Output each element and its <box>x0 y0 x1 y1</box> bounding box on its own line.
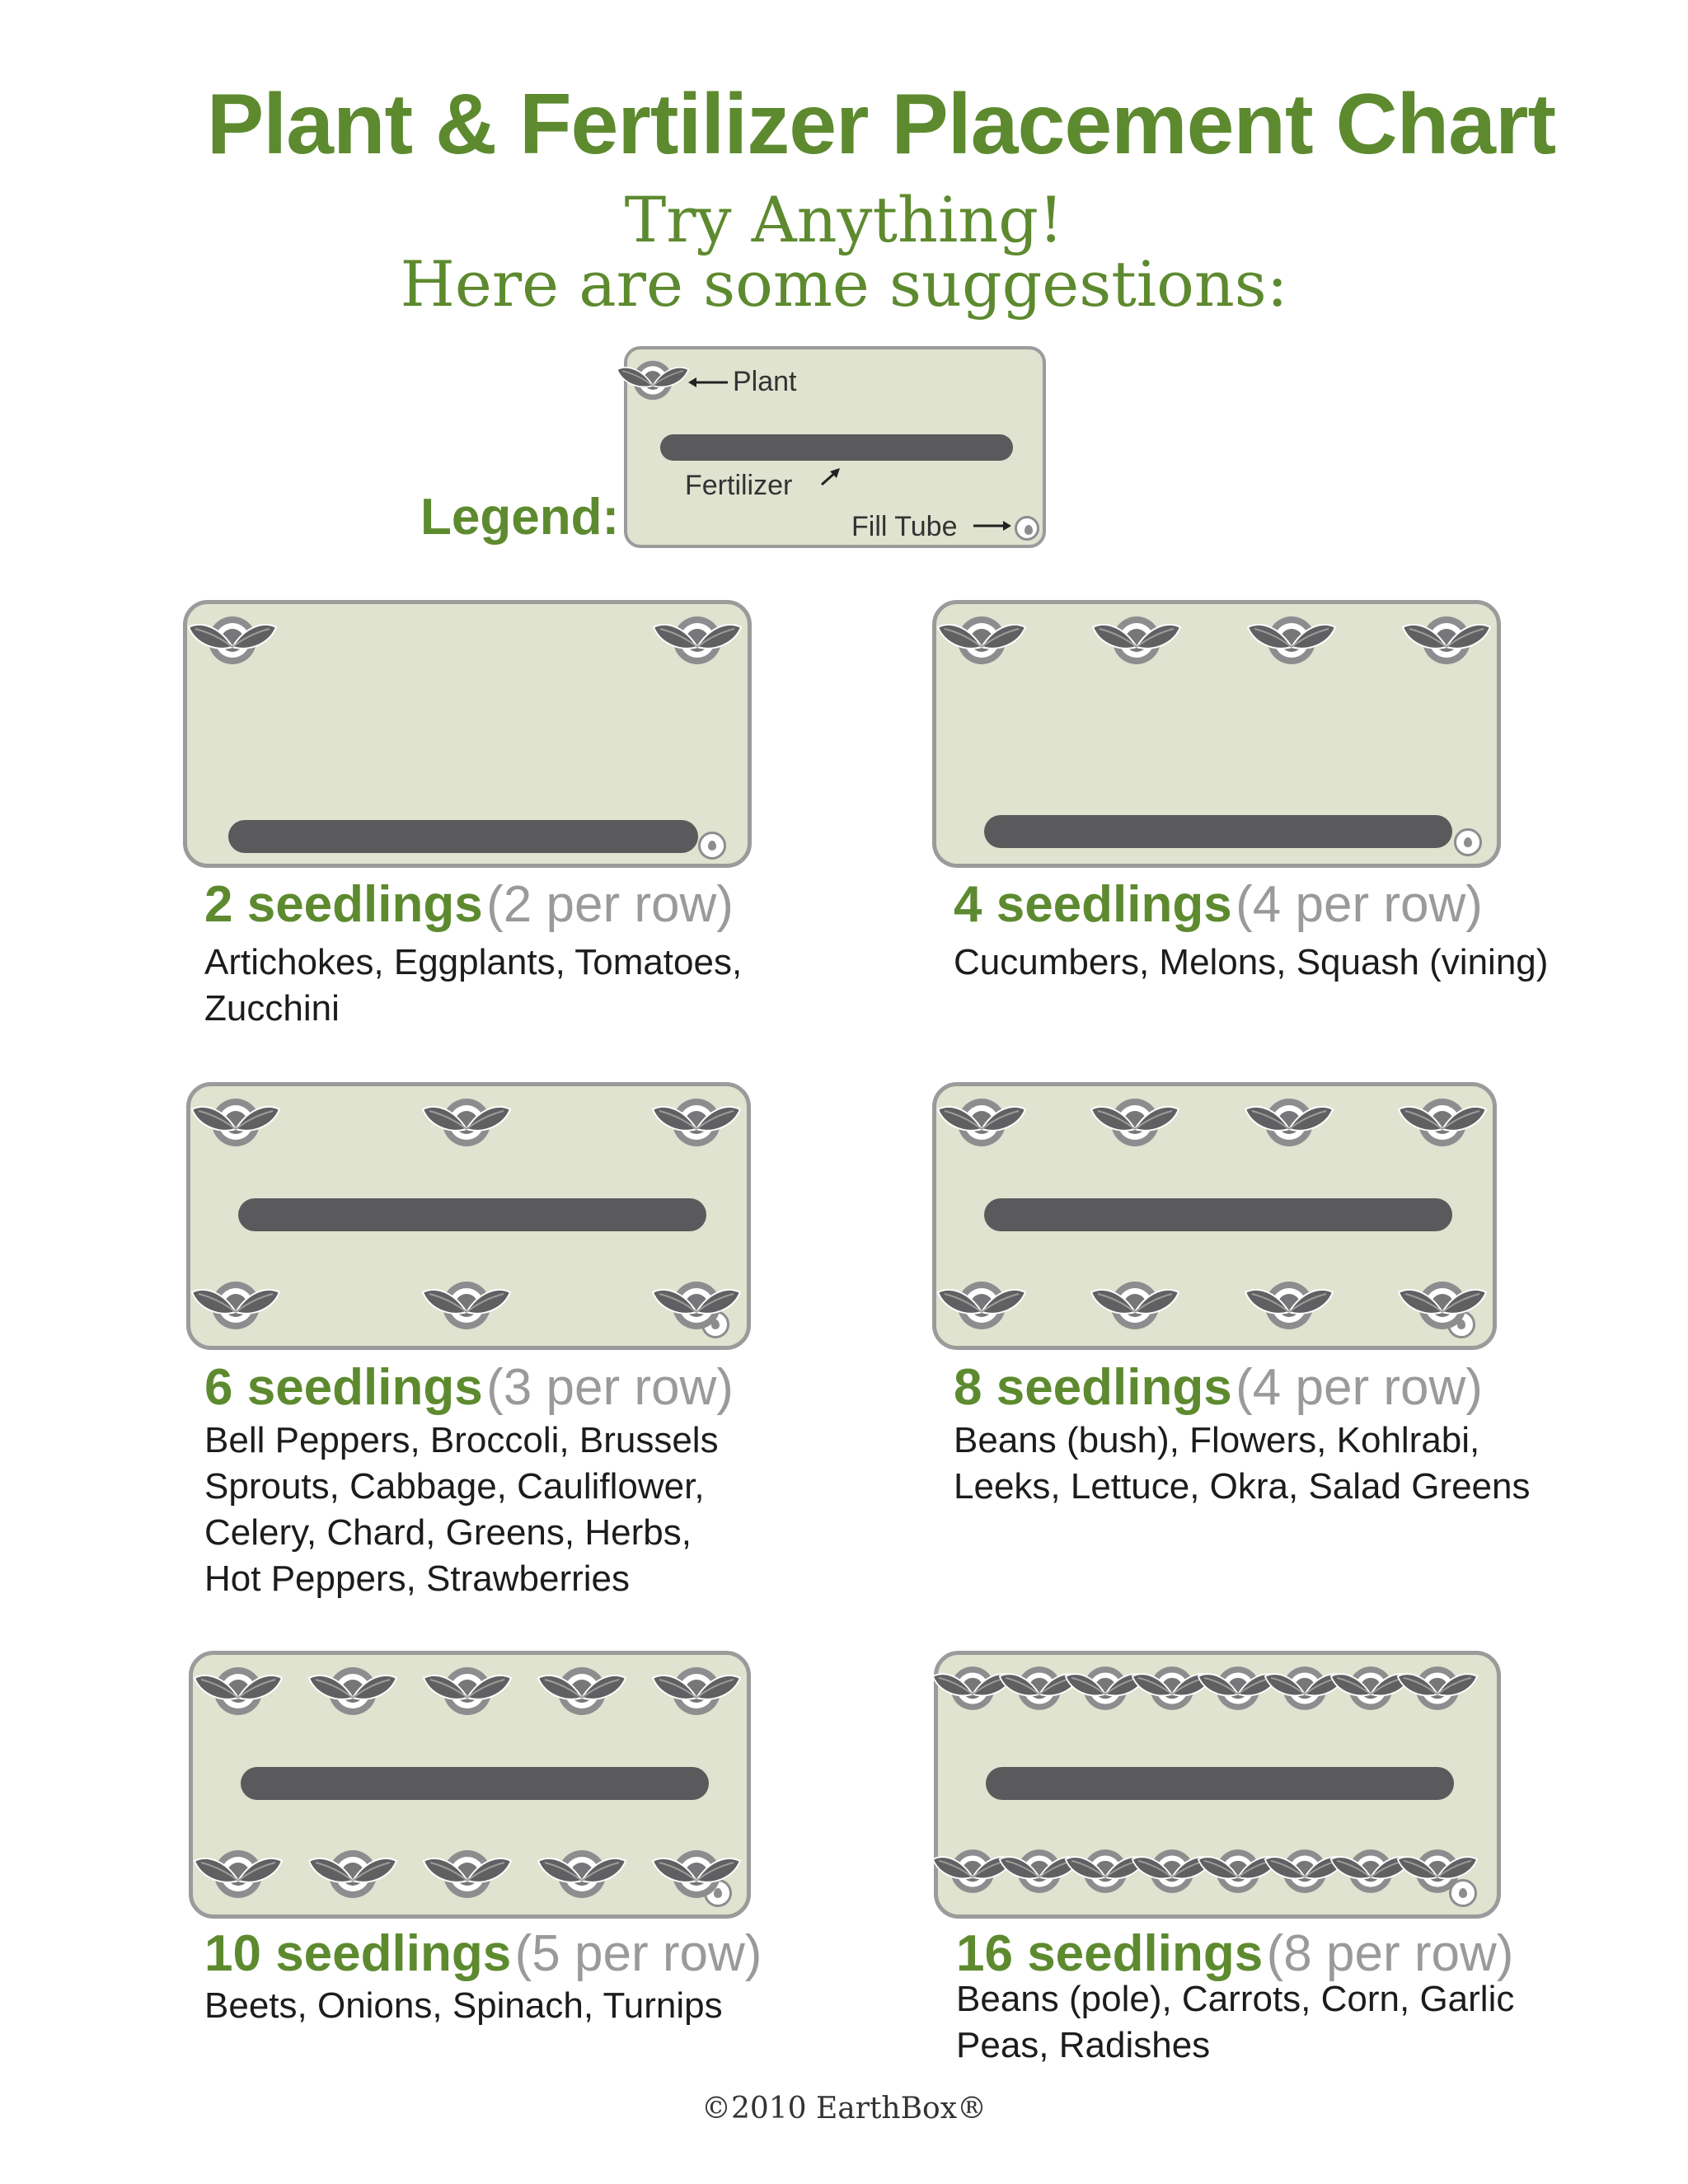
suggestion-line: Peas, Radishes <box>956 2025 1211 2065</box>
legend-plant-label: Plant <box>733 366 797 397</box>
legend-fertilizer-label: Fertilizer <box>685 470 793 501</box>
plant-icon <box>1401 609 1492 667</box>
plant-icon <box>1091 609 1182 667</box>
fill-tube-icon <box>1454 828 1482 856</box>
legend-fill-tube-label: Fill Tube <box>851 511 958 542</box>
plant-suggestions <box>956 1976 1514 2069</box>
plant-icon <box>422 1843 513 1900</box>
suggestion-line: Beans (pole), Carrots, Corn, Garlic <box>956 1979 1515 2019</box>
layout-caption <box>954 1358 1483 1417</box>
seedling-count: 16 seedlings <box>956 1925 1264 1982</box>
seedling-count: 6 seedlings <box>204 1359 483 1416</box>
plant-icon <box>652 609 743 667</box>
plant-icon <box>190 1091 281 1149</box>
fertilizer-strip <box>660 434 1013 461</box>
plant-suggestions <box>954 940 1548 986</box>
plant-icon <box>651 1843 742 1900</box>
plant-suggestions <box>204 940 742 1032</box>
suggestion-line: Sprouts, Cabbage, Cauliflower, <box>204 1466 705 1507</box>
copyright: ©2010 EarthBox® <box>701 2092 987 2125</box>
plant-suggestions <box>204 1983 723 2029</box>
fertilizer-strip <box>238 1198 706 1231</box>
planter-box <box>932 1082 1497 1350</box>
fill-tube-arrow-icon <box>972 518 1013 534</box>
plant-icon <box>537 1660 627 1718</box>
plant-icon <box>1396 1843 1479 1896</box>
fertilizer-strip <box>986 1767 1454 1800</box>
plant-icon <box>936 1091 1027 1149</box>
planter-box <box>186 1082 751 1350</box>
plant-icon <box>1090 1274 1180 1332</box>
plant-icon <box>1090 1091 1180 1149</box>
plant-icon <box>936 1274 1027 1332</box>
plant-icon <box>936 609 1027 667</box>
suggestion-line: Beets, Onions, Spinach, Turnips <box>204 1985 723 2026</box>
plant-icon <box>1397 1274 1488 1332</box>
plant-icon <box>187 609 278 667</box>
plant-icon <box>307 1660 398 1718</box>
layout-caption <box>204 1924 762 1983</box>
subtitle-suggestions: Here are some suggestions: <box>400 247 1288 321</box>
plant-icon <box>193 1660 284 1718</box>
seedling-count: 10 seedlings <box>204 1925 512 1982</box>
per-row-count: (5 per row) <box>514 1925 762 1982</box>
suggestion-line: Celery, Chard, Greens, Herbs, <box>204 1512 692 1553</box>
fertilizer-strip <box>984 1198 1452 1231</box>
plant-suggestions <box>204 1418 719 1602</box>
suggestion-line: Cucumbers, Melons, Squash (vining) <box>954 942 1549 982</box>
per-row-count: (4 per row) <box>1236 1359 1483 1416</box>
plant-icon <box>651 1091 742 1149</box>
suggestion-line: Artichokes, Eggplants, Tomatoes, <box>204 942 743 982</box>
suggestion-line: Zucchini <box>204 988 340 1029</box>
fertilizer-strip <box>228 820 698 853</box>
plant-icon <box>307 1843 398 1900</box>
seedling-count: 4 seedlings <box>954 876 1232 933</box>
seedling-count: 2 seedlings <box>204 876 483 933</box>
planter-box <box>189 1651 751 1919</box>
fill-tube-icon <box>1015 516 1039 541</box>
plant-icon <box>651 1660 742 1718</box>
planter-box <box>934 1651 1501 1919</box>
plant-icon <box>651 1274 742 1332</box>
per-row-count: (2 per row) <box>486 876 734 933</box>
plant-icon <box>1396 1660 1479 1713</box>
plant-icon <box>616 354 690 402</box>
fertilizer-strip <box>241 1767 709 1800</box>
planter-box <box>932 600 1501 868</box>
legend-box <box>624 346 1046 548</box>
subtitle-try-anything: Try Anything! <box>624 183 1064 256</box>
plant-icon <box>1246 609 1337 667</box>
page-title: Plant & Fertilizer Placement Chart <box>206 77 1556 172</box>
plant-arrow-icon <box>688 374 729 391</box>
plant-icon <box>421 1274 512 1332</box>
legend-label: Legend: <box>420 489 620 546</box>
seedling-count: 8 seedlings <box>954 1359 1232 1416</box>
fertilizer-strip <box>984 815 1452 848</box>
fertilizer-arrow-icon <box>818 465 843 490</box>
plant-icon <box>190 1274 281 1332</box>
layout-caption <box>204 875 734 934</box>
layout-caption <box>204 1358 734 1417</box>
fill-tube-icon <box>698 832 726 860</box>
plant-suggestions <box>954 1418 1531 1510</box>
plant-icon <box>537 1843 627 1900</box>
suggestion-line: Bell Peppers, Broccoli, Brussels <box>204 1420 719 1460</box>
plant-icon <box>1244 1274 1334 1332</box>
plant-icon <box>422 1660 513 1718</box>
layout-caption <box>954 875 1483 934</box>
layout-caption <box>956 1924 1513 1983</box>
plant-icon <box>193 1843 284 1900</box>
plant-icon <box>421 1091 512 1149</box>
suggestion-line: Leeks, Lettuce, Okra, Salad Greens <box>954 1466 1531 1507</box>
plant-icon <box>1397 1091 1488 1149</box>
per-row-count: (8 per row) <box>1266 1925 1514 1982</box>
planter-box <box>183 600 752 868</box>
suggestion-line: Hot Peppers, Strawberries <box>204 1558 630 1599</box>
per-row-count: (4 per row) <box>1236 876 1483 933</box>
per-row-count: (3 per row) <box>486 1359 734 1416</box>
suggestion-line: Beans (bush), Flowers, Kohlrabi, <box>954 1420 1480 1460</box>
plant-icon <box>1244 1091 1334 1149</box>
